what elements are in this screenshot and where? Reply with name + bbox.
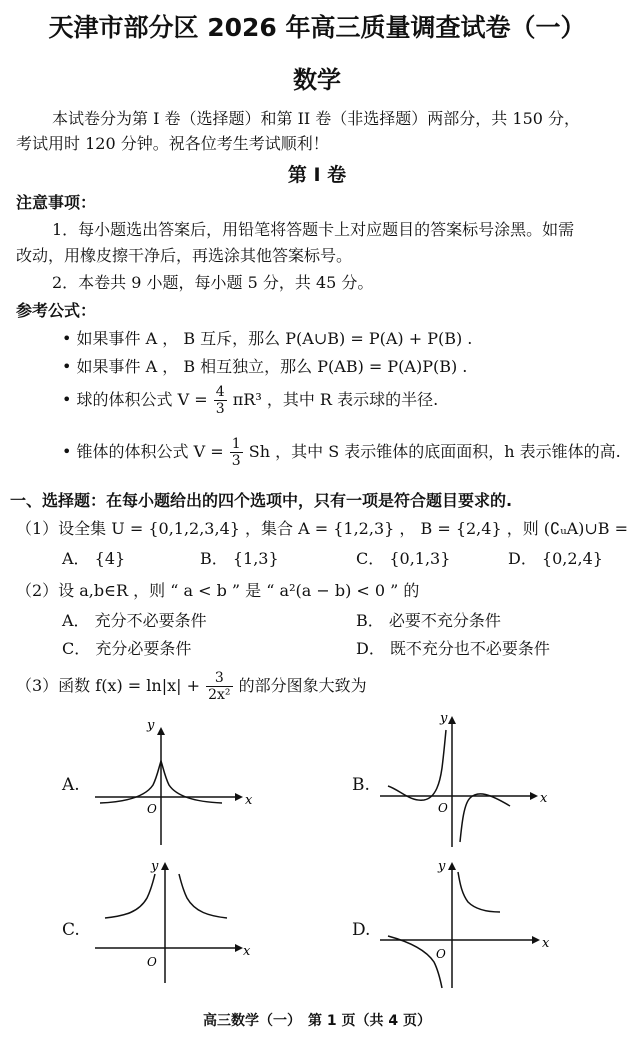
y-label: y (438, 859, 446, 874)
intro-line-2: 考试用时 120 分钟。祝各位考生考试顺利！ (16, 134, 329, 153)
fraction-three-over-2x2 (206, 670, 232, 703)
graph-b (380, 712, 550, 852)
formula-sphere-pre: • 球的体积公式 V = (62, 390, 208, 409)
notes-heading: 注意事项： (16, 193, 97, 212)
frac-numerator: 3 (206, 670, 232, 687)
q2-option-d[interactable]: D． 既不充分也不必要条件 (356, 639, 550, 658)
x-axis-arrow (235, 944, 243, 952)
origin-label: O (147, 802, 157, 816)
q3-stem-pre: （3）函数 f(x) = ln|x| + (16, 676, 200, 695)
y-label: y (151, 859, 159, 874)
frac-denominator: 3 (231, 453, 241, 469)
formula-exclusive: • 如果事件 A ， B 互斥，那么 P(A∪B) = P(A) + P(B) . (62, 329, 473, 348)
graph-a-label[interactable]: A. (62, 775, 80, 795)
graph-d-label[interactable]: D. (352, 920, 371, 940)
frac-denominator: 3 (215, 401, 225, 417)
subject-title: 数学 (293, 66, 341, 94)
y-label: y (440, 712, 448, 726)
formula-sphere-post: πR³ ，其中 R 表示球的半径. (232, 390, 439, 409)
graph-d (380, 858, 550, 993)
question-3-stem (16, 670, 367, 703)
origin-label: O (147, 955, 157, 969)
graph-c-label[interactable]: C. (62, 920, 80, 940)
formula-independent: • 如果事件 A ， B 相互独立，那么 P(AB) = P(A)P(B) . (62, 357, 468, 376)
curve-right (460, 794, 510, 842)
x-label: x (542, 936, 550, 951)
graph-a (95, 715, 255, 850)
y-axis-arrow (448, 716, 456, 724)
curve-left (105, 874, 155, 918)
origin-label: O (436, 947, 446, 961)
fraction-four-thirds (214, 384, 227, 417)
curve-left (388, 730, 446, 800)
fraction-one-third (230, 436, 243, 469)
y-axis-arrow (157, 727, 165, 735)
formula-cone-pre: • 锥体的体积公式 V = (62, 442, 224, 461)
x-label: x (245, 793, 253, 808)
x-axis-arrow (530, 792, 538, 800)
graph-c (95, 858, 255, 988)
x-label: x (243, 944, 251, 959)
section-title: 第 I 卷 (287, 164, 347, 186)
curve-right (458, 872, 500, 912)
part-1-heading: 一、选择题：在每小题给出的四个选项中，只有一项是符合题目要求的. (10, 491, 513, 510)
formula-sphere-volume (62, 384, 438, 417)
x-label: x (540, 791, 548, 806)
notes-item-1-line-1: 1．每小题选出答案后，用铅笔将答题卡上对应题目的答案标号涂黑。如需 (52, 220, 575, 239)
x-axis-arrow (235, 793, 243, 801)
notes-item-2: 2．本卷共 9 小题，每小题 5 分，共 45 分。 (52, 273, 374, 292)
intro-line-1: 本试卷分为第 I 卷（选择题）和第 II 卷（非选择题）两部分，共 150 分， (52, 109, 581, 128)
q1-option-d[interactable]: D． {0,2,4} (508, 549, 603, 568)
q1-option-a[interactable]: A． {4} (62, 549, 126, 568)
y-axis-arrow (161, 862, 169, 870)
formula-cone-volume (62, 436, 621, 469)
q1-option-b[interactable]: B． {1,3} (200, 549, 279, 568)
q2-option-c[interactable]: C． 充分必要条件 (62, 639, 192, 658)
formula-cone-post: Sh ，其中 S 表示锥体的底面面积，h 表示锥体的高. (248, 442, 621, 461)
x-axis-arrow (532, 936, 540, 944)
y-axis-arrow (448, 862, 456, 870)
frac-denominator: 2x² (208, 687, 231, 703)
curve-left (388, 936, 442, 988)
frac-numerator: 4 (215, 384, 225, 400)
graph-b-label[interactable]: B. (352, 775, 370, 795)
q2-option-b[interactable]: B． 必要不充分条件 (356, 611, 501, 630)
q3-stem-post: 的部分图象大致为 (238, 676, 367, 695)
origin-label: O (438, 801, 448, 815)
page-footer: 高三数学（一） 第 1 页（共 4 页） (203, 1013, 431, 1029)
q1-option-c[interactable]: C． {0,1,3} (356, 549, 451, 568)
exam-title: 天津市部分区 2026 年高三质量调查试卷（一） (48, 13, 586, 42)
question-1-stem: （1）设全集 U = {0,1,2,3,4} ，集合 A = {1,2,3} ， B = {2,4} ，则 (∁ᵤA)∪B = (16, 519, 629, 538)
q2-option-a[interactable]: A． 充分不必要条件 (62, 611, 207, 630)
frac-numerator: 1 (231, 436, 241, 452)
notes-item-1-line-2: 改动，用橡皮擦干净后，再选涂其他答案标号。 (16, 246, 353, 265)
formulas-heading: 参考公式： (16, 301, 97, 320)
curve-right (179, 874, 227, 918)
y-label: y (147, 718, 155, 733)
question-2-stem: （2）设 a,b∈R ，则 “ a < b ” 是 “ a²(a − b) < 0 ” 的 (16, 581, 420, 600)
